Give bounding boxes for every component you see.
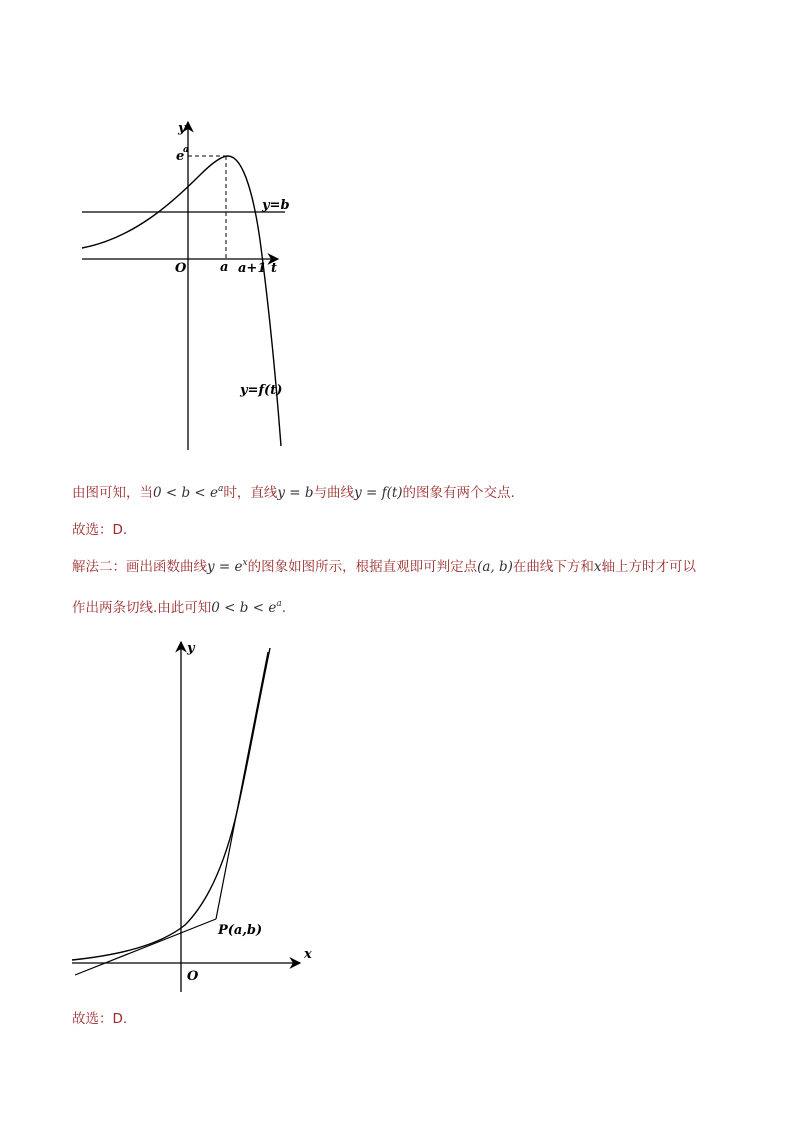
text: 解法二：画出函数曲线 [72,559,207,575]
text: 轴上方时才可以 [601,559,697,575]
tangent-line-low [75,919,216,975]
text: 时，直线 [223,485,278,501]
label-origin: O [175,261,187,276]
answer-2: 故选：D. [72,1011,128,1027]
text: 在曲线下方和 [512,559,594,575]
label-y-axis: y [187,641,195,656]
label-origin: O [187,969,199,984]
label-line-y-b: y=b [262,198,290,213]
text: 由图可知，当 [72,485,153,501]
graph-exp-tangents [0,630,794,1000]
label-y-axis: y [178,121,186,136]
text: 作出两条切线.由此可知 [72,600,212,616]
tangent-line-high [216,652,268,919]
text: 与曲线 [313,485,355,501]
paragraph-method-two [72,555,696,575]
math-line: y = b [277,485,314,501]
label-t-axis: t [271,261,278,276]
math-exp-curve: $y = e^x$ [207,558,248,575]
paragraph-method-two-cont [72,596,286,616]
math-x: x [593,559,602,575]
text: 的图象有两个交点. [402,485,515,501]
label-a-plus-1: a+1 [238,261,267,276]
label-x-axis: x [304,947,312,962]
curve-f-of-t [82,156,281,446]
paragraph-conclusion [72,481,515,501]
math-point: (a, b) [477,559,513,575]
label-e-exp: a [183,145,189,155]
label-a: a [220,260,229,275]
label-curve: y=f(t) [240,383,283,398]
text: 的图象如图所示，根据直观即可判定点 [247,559,478,575]
curve-exp [72,648,270,960]
math-curve: y = f(t) [354,485,403,501]
math-inequality: $0 < b < e^a$ [211,599,282,616]
graph-f-of-t [0,0,794,470]
label-point-p: P(a,b) [218,923,263,938]
text: . [281,600,286,616]
label-e-base: e [176,149,185,164]
math-inequality: $0 < b < e^a$ [153,484,224,501]
answer-1: 故选：D. [72,522,128,538]
